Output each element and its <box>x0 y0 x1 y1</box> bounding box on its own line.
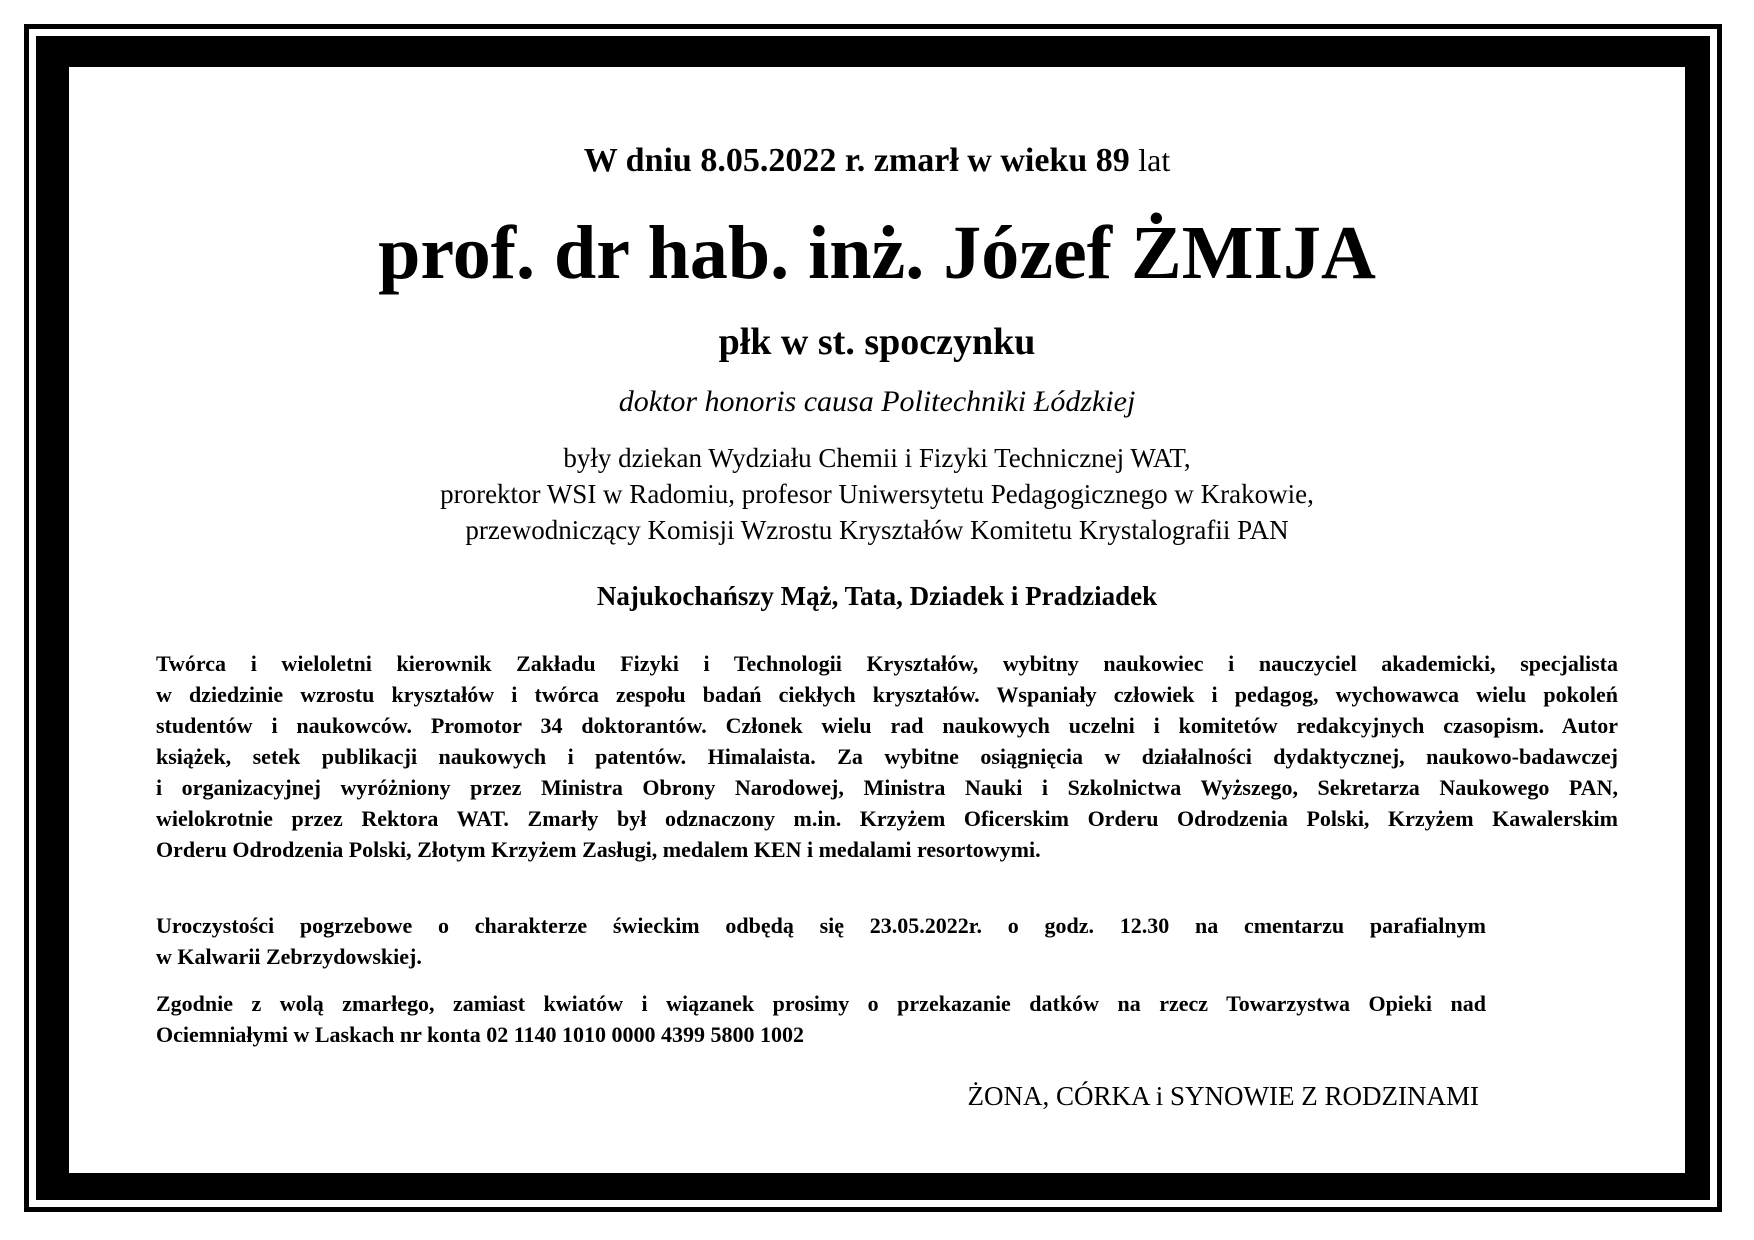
function-line: przewodniczący Komisji Wzrostu Kryształów Komitetu Krystalografii PAN <box>465 515 1289 545</box>
funeral-info-line: w Kalwarii Zebrzydowskiej. <box>156 944 422 969</box>
deceased-name: prof. dr hab. inż. Józef ŻMIJA <box>378 211 1376 295</box>
funeral-info-line: Uroczystości pogrzebowe o charakterze świeckim odbędą się 23.05.2022r. o godz. 12.30 na cmentarzu parafialnym <box>156 913 1486 938</box>
biography-line: książek, setek publikacji naukowych i patentów. Himalaista. Za wybitne osiągnięcia w działalności dydaktycznej, naukowo-badawczej <box>156 744 1618 769</box>
function-line: prorektor WSI w Radomiu, profesor Uniwersytetu Pedagogicznego w Krakowie, <box>440 479 1314 509</box>
death-announcement <box>72 138 1682 183</box>
biography-line: i organizacyjnej wyróżniony przez Ministra Obrony Narodowej, Ministra Nauki i Szkolnictwa Wyższego, Sekretarza Naukowego PAN, <box>156 775 1618 800</box>
function-line: były dziekan Wydziału Chemii i Fizyki Technicznej WAT, <box>563 443 1191 473</box>
donation-request-line: Zgodnie z wolą zmarłego, zamiast kwiatów i wiązanek prosimy o przekazanie datków na rzecz Towarzystwa Opieki nad <box>156 991 1486 1016</box>
biography-line: wielokrotnie przez Rektora WAT. Zmarły był odznaczony m.in. Krzyżem Oficerskim Orderu Odrodzenia Polski, Krzyżem Kawalerskim <box>156 806 1618 831</box>
donation-request-line: Ociemniałymi w Laskach nr konta 02 1140 1010 0000 4399 5800 1002 <box>156 1022 805 1047</box>
biography-line: studentów i naukowców. Promotor 34 doktorantów. Członek wielu rad naukowych uczelni i komitetów redakcyjnych czasopism. Autor <box>156 713 1618 738</box>
honoris-causa-title: doktor honoris causa Politechniki Łódzkiej <box>618 385 1136 418</box>
biography-line: Orderu Odrodzenia Polski, Złotym Krzyżem Zasługi, medalem KEN i medalami resortowymi. <box>156 837 1041 862</box>
biography-line: w dziedzinie wzrostu kryształów i twórca zespołu badań ciekłych kryształów. Wspaniały człowiek i pedagog, wychowawca wielu pokoleń <box>156 682 1618 707</box>
death-date-and-age: W dniu 8.05.2022 r. zmarł w wieku 89 <box>583 142 1130 179</box>
funeral-info-paragraph <box>156 910 1486 972</box>
mourners-signature: ŻONA, CÓRKA i SYNOWIE Z RODZINAMI <box>967 1081 1479 1111</box>
age-unit: lat <box>1138 142 1171 178</box>
biography-line: Twórca i wieloletni kierownik Zakładu Fizyki i Technologii Kryształów, wybitny naukowiec i nauczyciel akademicki, specjalista <box>156 651 1618 676</box>
biography-paragraph <box>156 648 1618 865</box>
family-relations: Najukochańszy Mąż, Tata, Dziadek i Pradziadek <box>596 581 1158 611</box>
donation-request-paragraph <box>156 988 1486 1050</box>
military-rank: płk w st. spoczynku <box>718 321 1036 363</box>
former-functions <box>72 440 1682 548</box>
